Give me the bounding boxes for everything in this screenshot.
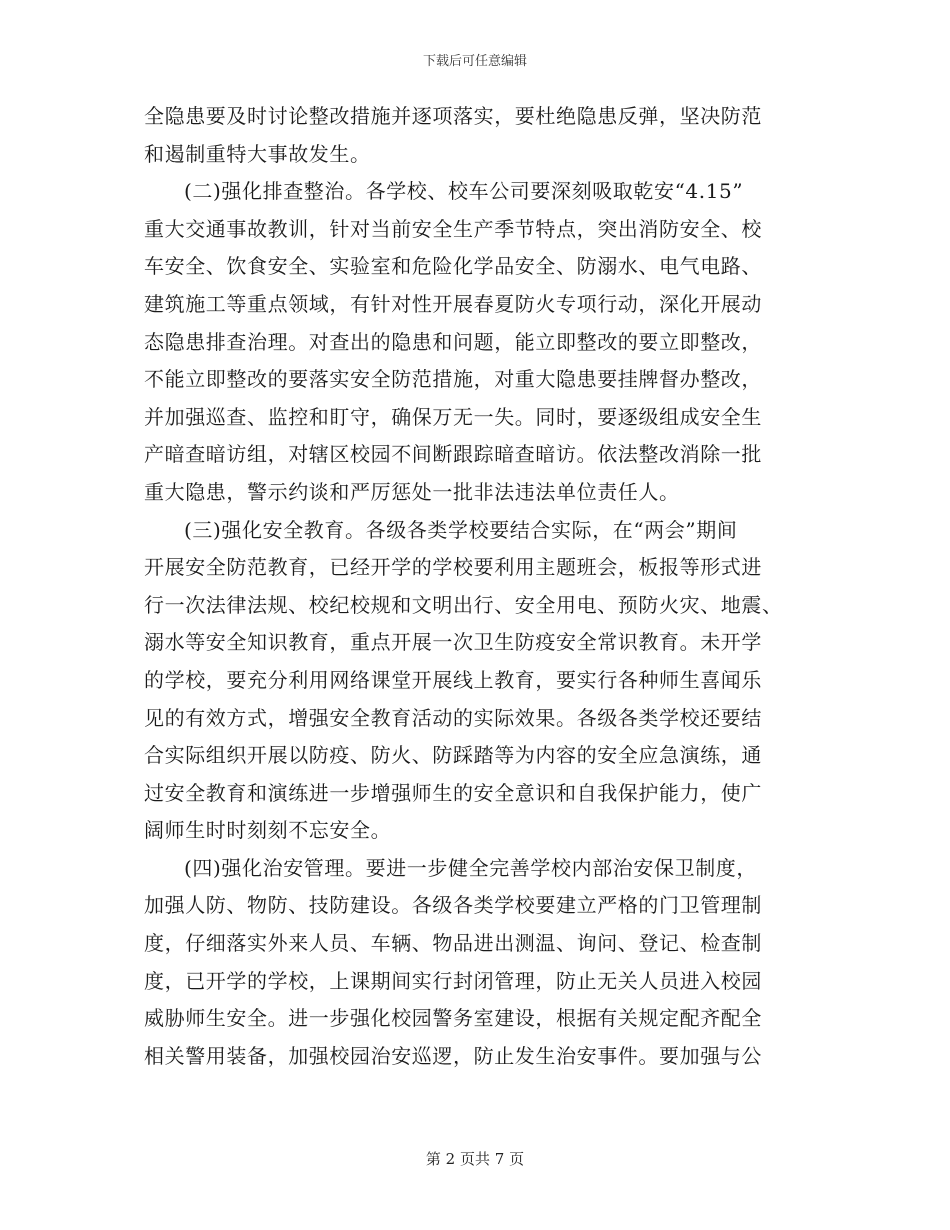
text-line: 车安全、饮食安全、实验室和危险化学品安全、防溺水、电气电路、: [144, 254, 762, 279]
text-line: 并加强巡查、监控和盯守，确保万无一失。同时，要逐级组成安全生: [144, 404, 762, 429]
text-line: (三)强化安全教育。各级各类学校要结合实际，在“两会”期间: [184, 517, 738, 542]
text-line: 阔师生时时刻刻不忘安全。: [144, 818, 392, 843]
text-line: 重大交通事故教训，针对当前安全生产季节特点，突出消防安全、校: [144, 216, 762, 241]
text-line: 的学校，要充分利用网络课堂开展线上教育，要实行各种师生喜闻乐: [144, 667, 762, 692]
text-line: 全隐患要及时讨论整改措施并逐项落实，要杜绝隐患反弹，坚决防范: [144, 104, 762, 128]
text-line: 开展安全防范教育，已经开学的学校要利用主题班会，板报等形式进: [144, 555, 762, 580]
text-line: 加强人防、物防、技防建设。各级各类学校要建立严格的门卫管理制: [144, 893, 762, 918]
text-line: 行一次法律法规、校纪校规和文明出行、安全用电、预防火灾、地震、: [144, 592, 783, 617]
page-footer: 第 2 页共 7 页: [425, 1150, 525, 1168]
text-line: (四)强化治安管理。要进一步健全完善学校内部治安保卫制度，: [184, 855, 758, 880]
text-line: (二)强化排查整治。各学校、校车公司要深刻吸取乾安“4.15”: [184, 179, 744, 204]
document-body: [144, 98, 806, 1075]
text-line: 态隐患排查治理。对查出的隐患和问题，能立即整改的要立即整改，: [144, 329, 762, 354]
text-line: 溺水等安全知识教育，重点开展一次卫生防疫安全常识教育。未开学: [144, 630, 762, 655]
text-line: 重大隐患，警示约谈和严厉惩处一批非法违法单位责任人。: [144, 479, 680, 504]
text-line: 过安全教育和演练进一步增强师生的安全意识和自我保护能力，使广: [144, 780, 762, 805]
text-line: 度，仔细落实外来人员、车辆、物品进出测温、询问、登记、检查制: [144, 931, 762, 956]
text-line: 建筑施工等重点领域，有针对性开展春夏防火专项行动，深化开展动: [144, 291, 762, 316]
text-line: 不能立即整改的要落实安全防范措施，对重大隐患要挂牌督办整改，: [144, 367, 762, 392]
text-line: 见的有效方式，增强安全教育活动的实际效果。各级各类学校还要结: [144, 705, 762, 730]
text-line: 和遏制重特大事故发生。: [144, 141, 371, 166]
page-header: 下载后可任意编辑: [422, 54, 527, 69]
text-line: 相关警用装备，加强校园治安巡逻，防止发生治安事件。要加强与公: [144, 1043, 762, 1068]
text-line: 合实际组织开展以防疫、防火、防踩踏等为内容的安全应急演练，通: [144, 743, 762, 768]
text-line: 威胁师生安全。进一步强化校园警务室建设，根据有关规定配齐配全: [144, 1006, 762, 1031]
text-line: 度，已开学的学校，上课期间实行封闭管理，防止无关人员进入校园: [144, 968, 762, 993]
text-line: 产暗查暗访组，对辖区校园不间断跟踪暗查暗访。依法整改消除一批: [144, 442, 762, 467]
